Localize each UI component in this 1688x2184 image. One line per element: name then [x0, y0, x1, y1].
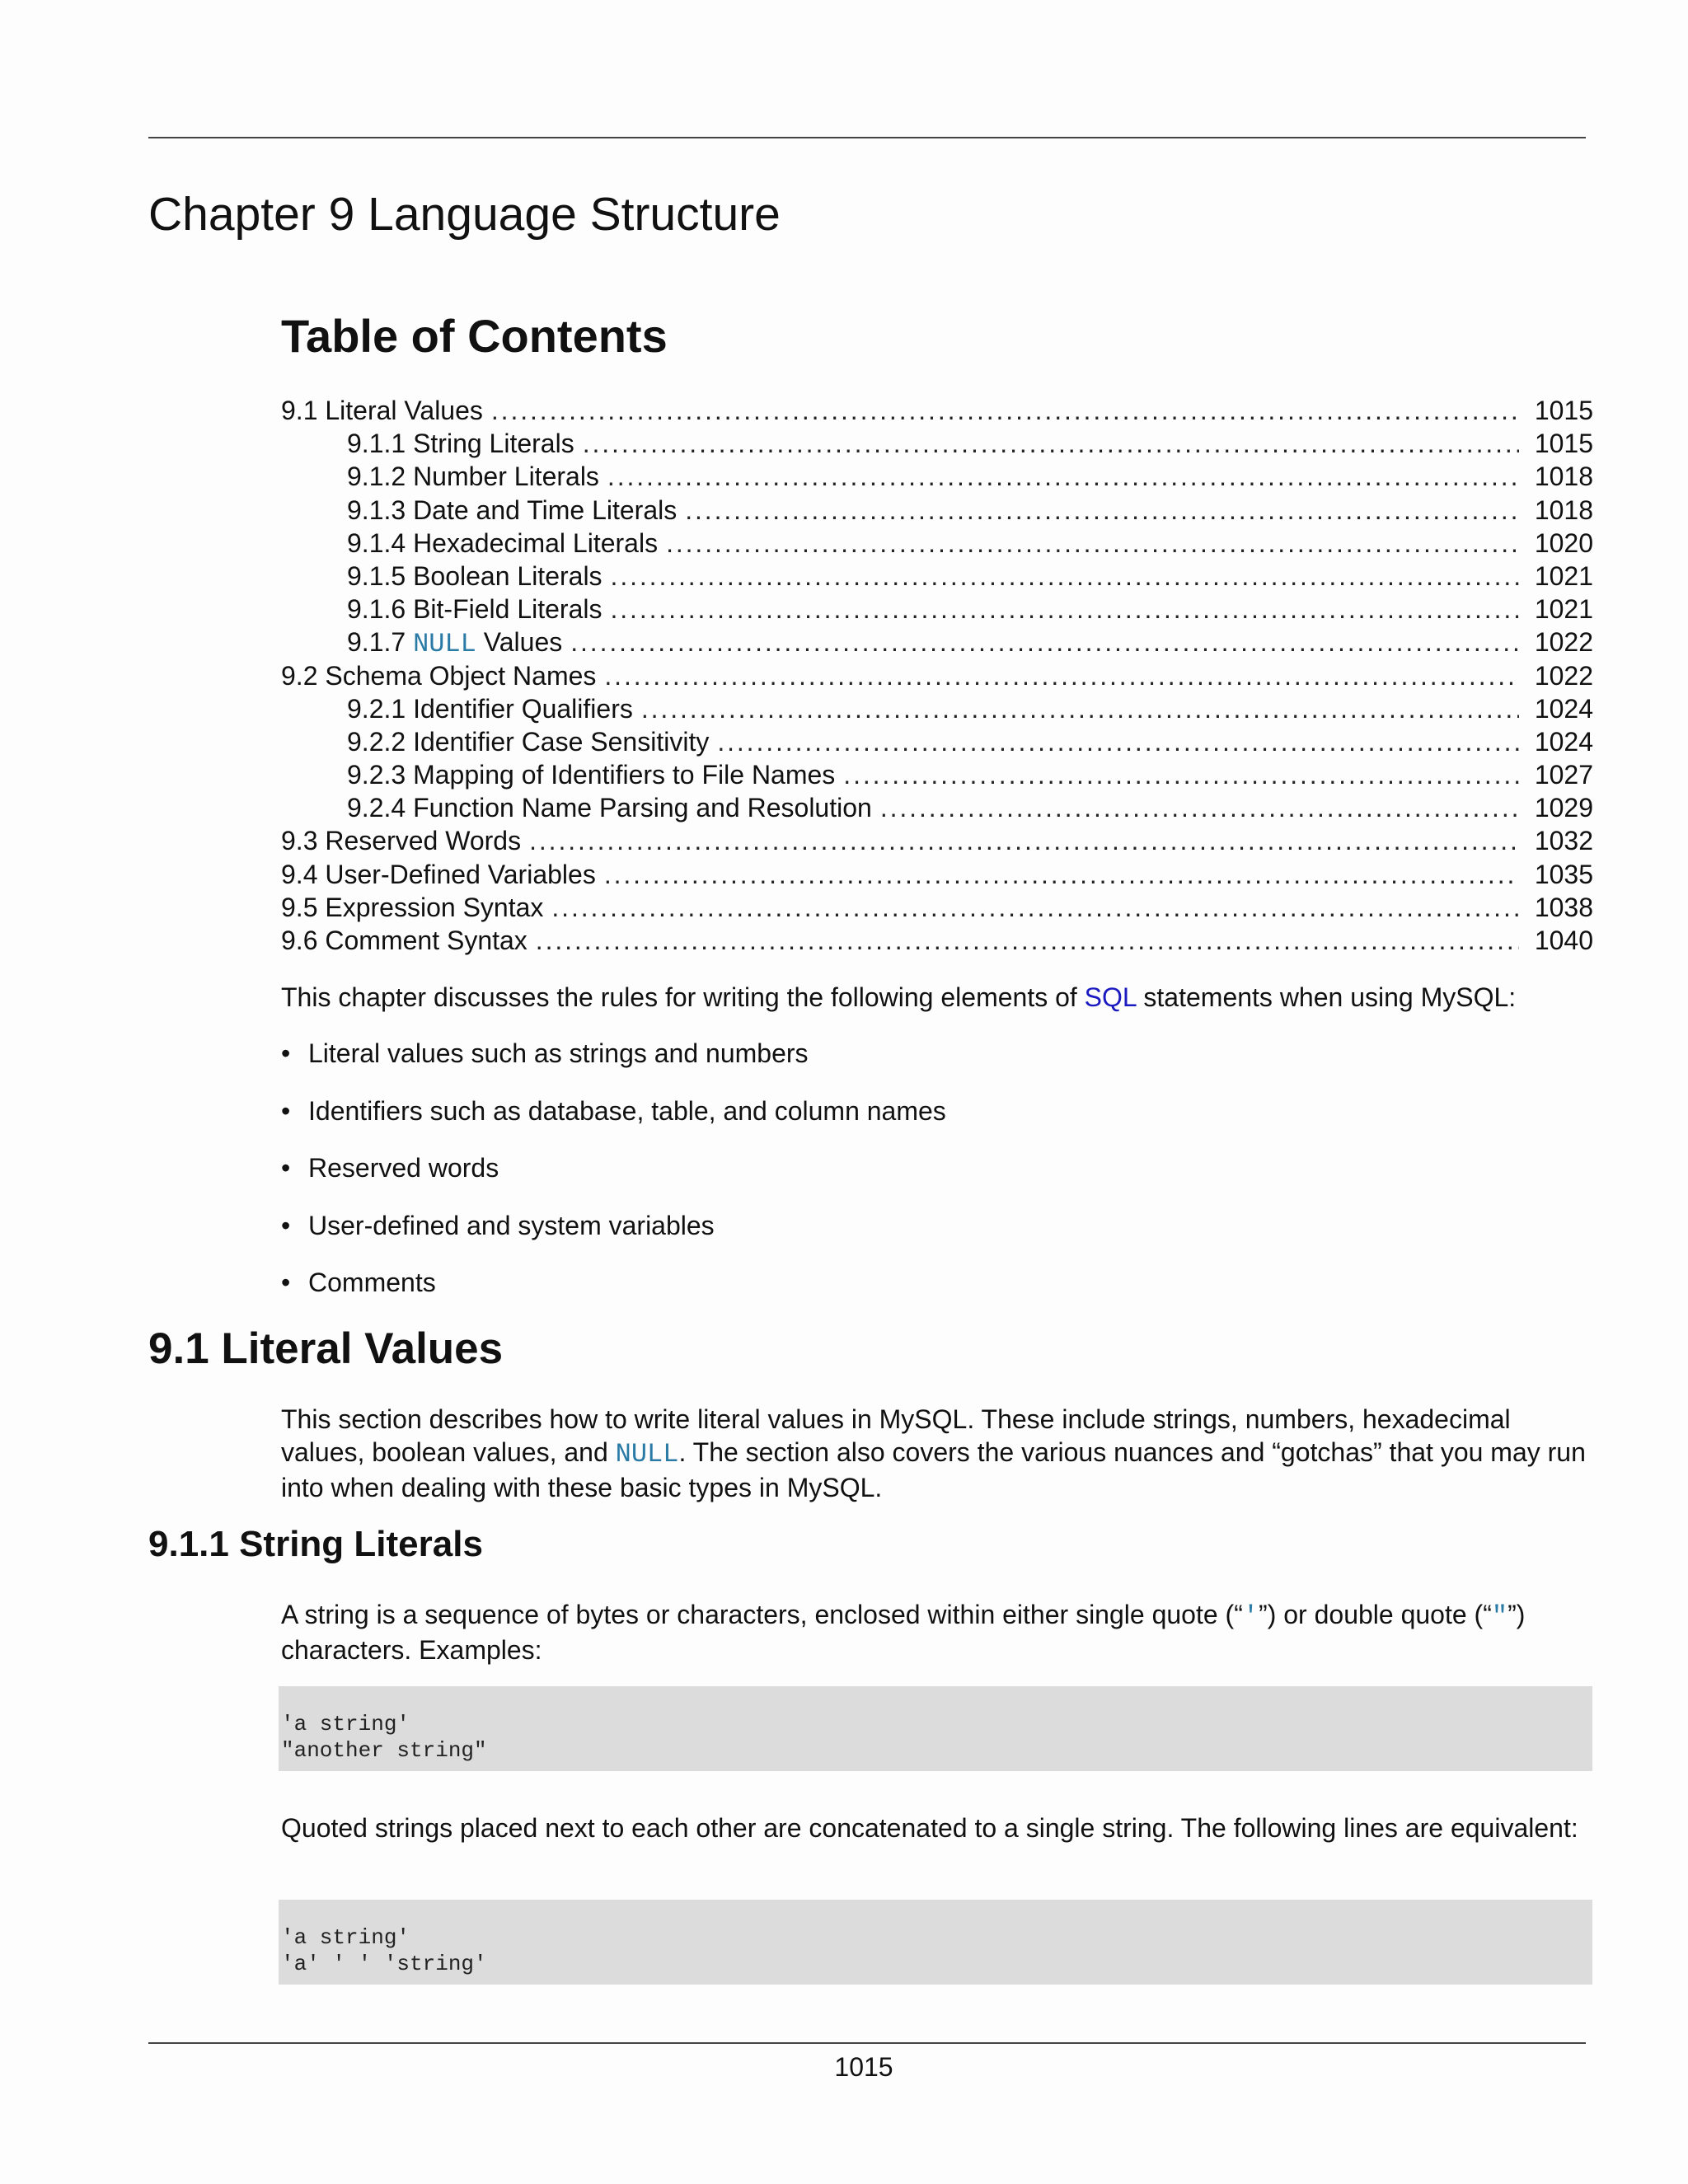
toc-entry[interactable] — [281, 494, 1593, 527]
toc-dot-leader — [529, 824, 1519, 857]
footer-rule — [148, 2042, 1586, 2044]
string-literals-paragraph: A string is a sequence of bytes or characters, enclosed within either single quote (“'”) or double quote (“"”) characters. Examples: — [281, 1600, 1526, 1665]
toc-dot-leader — [604, 858, 1519, 891]
code-example-1: 'a string' "another string" — [279, 1686, 1592, 1771]
toc-entry[interactable] — [281, 527, 1593, 560]
table-of-contents — [281, 394, 1593, 957]
page-number: 1015 — [834, 2052, 893, 2082]
toc-entry[interactable] — [281, 692, 1593, 725]
toc-entry-page: 1032 — [1534, 826, 1593, 856]
literal-values-paragraph: This section describes how to write literal values in MySQL. These include strings, numbers, hexadecimal values, boolean values, and NULL. The section also covers the various nuances and “gotchas” that you may run into when dealing with these basic types in MySQL. — [281, 1404, 1586, 1502]
toc-dot-leader — [536, 924, 1519, 957]
toc-dot-leader — [685, 494, 1519, 527]
chapter-title: Chapter 9 Language Structure — [148, 188, 781, 241]
toc-entry-title: 9.2.4 Function Name Parsing and Resolution — [347, 793, 872, 823]
double-quote-code: " — [1491, 1601, 1508, 1632]
toc-entry-title: 9.1.1 String Literals — [347, 429, 574, 459]
intro-paragraph: This chapter discusses the rules for writing the following elements of SQL statements when using MySQL: — [281, 982, 1517, 1012]
toc-entry-title: 9.3 Reserved Words — [281, 826, 522, 856]
toc-entry[interactable] — [281, 593, 1593, 626]
toc-entry-title: 9.2.2 Identifier Case Sensitivity — [347, 726, 710, 757]
toc-dot-leader — [880, 791, 1519, 824]
toc-entry-title: 9.2.1 Identifier Qualifiers — [347, 693, 633, 724]
toc-entry-title: 9.2.3 Mapping of Identifiers to File Names — [347, 760, 836, 790]
section-heading-literal-values: 9.1 Literal Values — [148, 1324, 504, 1373]
toc-entry-title: 9.1.3 Date and Time Literals — [347, 494, 678, 525]
toc-entry-page: 1027 — [1534, 760, 1593, 790]
toc-entry-page: 1022 — [1534, 660, 1593, 691]
list-item: • Identifiers such as database, table, and column names — [281, 1095, 946, 1126]
toc-dot-leader — [611, 560, 1519, 593]
toc-entry-page: 1038 — [1534, 892, 1593, 922]
toc-entry-title: 9.4 User-Defined Variables — [281, 859, 596, 889]
toc-entry-page: 1015 — [1534, 429, 1593, 459]
toc-entry-page: 1040 — [1534, 926, 1593, 955]
concatenation-paragraph: Quoted strings placed next to each other are concatenated to a single string. The following lines are equivalent: — [281, 1813, 1578, 1843]
list-item: • Reserved words — [281, 1153, 499, 1183]
toc-dot-leader — [604, 659, 1519, 692]
list-item: • Comments — [281, 1268, 436, 1297]
section-heading-string-literals: 9.1.1 String Literals — [148, 1524, 483, 1564]
toc-entry-title: 9.5 Expression Syntax — [281, 892, 544, 922]
toc-entry-title: 9.1.4 Hexadecimal Literals — [347, 527, 659, 558]
header-rule — [148, 137, 1586, 138]
null-code: NULL — [413, 629, 476, 660]
toc-entry[interactable] — [281, 394, 1593, 427]
toc-entry[interactable] — [281, 427, 1593, 460]
toc-dot-leader — [551, 891, 1519, 924]
toc-dot-leader — [583, 427, 1519, 460]
toc-entry-title: 9.1.6 Bit-Field Literals — [347, 594, 603, 625]
toc-entry-page: 1035 — [1534, 859, 1593, 889]
toc-dot-leader — [610, 593, 1519, 626]
toc-dot-leader — [570, 626, 1519, 658]
single-quote-code: ' — [1242, 1601, 1259, 1632]
toc-entry[interactable] — [281, 791, 1593, 824]
toc-entry[interactable] — [281, 460, 1593, 493]
toc-entry[interactable] — [281, 758, 1593, 791]
toc-entry[interactable] — [281, 824, 1593, 857]
toc-entry-page: 1018 — [1534, 494, 1593, 525]
toc-heading: Table of Contents — [281, 310, 668, 362]
code-example-2: 'a string' 'a' ' ' 'string' — [279, 1900, 1592, 1985]
toc-entry-title: 9.1 Literal Values — [281, 396, 483, 425]
list-item: • Literal values such as strings and numbers — [281, 1038, 809, 1068]
toc-entry[interactable] — [281, 725, 1593, 758]
toc-entry[interactable] — [281, 626, 1593, 658]
sql-link[interactable]: SQL — [1084, 982, 1137, 1012]
toc-dot-leader — [843, 758, 1519, 791]
toc-dot-leader — [717, 725, 1519, 758]
toc-entry[interactable] — [281, 924, 1593, 957]
toc-entry-title: 9.1.2 Number Literals — [347, 462, 599, 492]
toc-entry-page: 1024 — [1534, 726, 1593, 757]
toc-entry-page: 1020 — [1534, 527, 1593, 558]
toc-dot-leader — [491, 394, 1519, 427]
toc-entry-page: 1022 — [1534, 627, 1593, 658]
toc-dot-leader — [641, 692, 1519, 725]
topics-list — [281, 1037, 1592, 1324]
toc-entry[interactable] — [281, 560, 1593, 593]
toc-dot-leader — [666, 527, 1519, 560]
null-code: NULL — [615, 1439, 679, 1469]
toc-dot-leader — [607, 460, 1519, 493]
toc-entry-title: 9.6 Comment Syntax — [281, 926, 528, 955]
toc-entry-title: 9.2 Schema Object Names — [281, 660, 597, 691]
toc-entry-title: 9.1.7 NULL Values — [347, 627, 563, 660]
toc-entry-page: 1015 — [1534, 396, 1593, 425]
toc-entry-page: 1024 — [1534, 693, 1593, 724]
toc-entry-title: 9.1.5 Boolean Literals — [347, 560, 603, 591]
toc-entry-page: 1018 — [1534, 462, 1593, 492]
toc-entry[interactable] — [281, 858, 1593, 891]
toc-entry-page: 1029 — [1534, 793, 1593, 823]
toc-entry[interactable] — [281, 891, 1593, 924]
toc-entry[interactable] — [281, 659, 1593, 692]
list-item: • User-defined and system variables — [281, 1210, 715, 1240]
toc-entry-page: 1021 — [1534, 594, 1593, 625]
toc-entry-page: 1021 — [1534, 560, 1593, 591]
